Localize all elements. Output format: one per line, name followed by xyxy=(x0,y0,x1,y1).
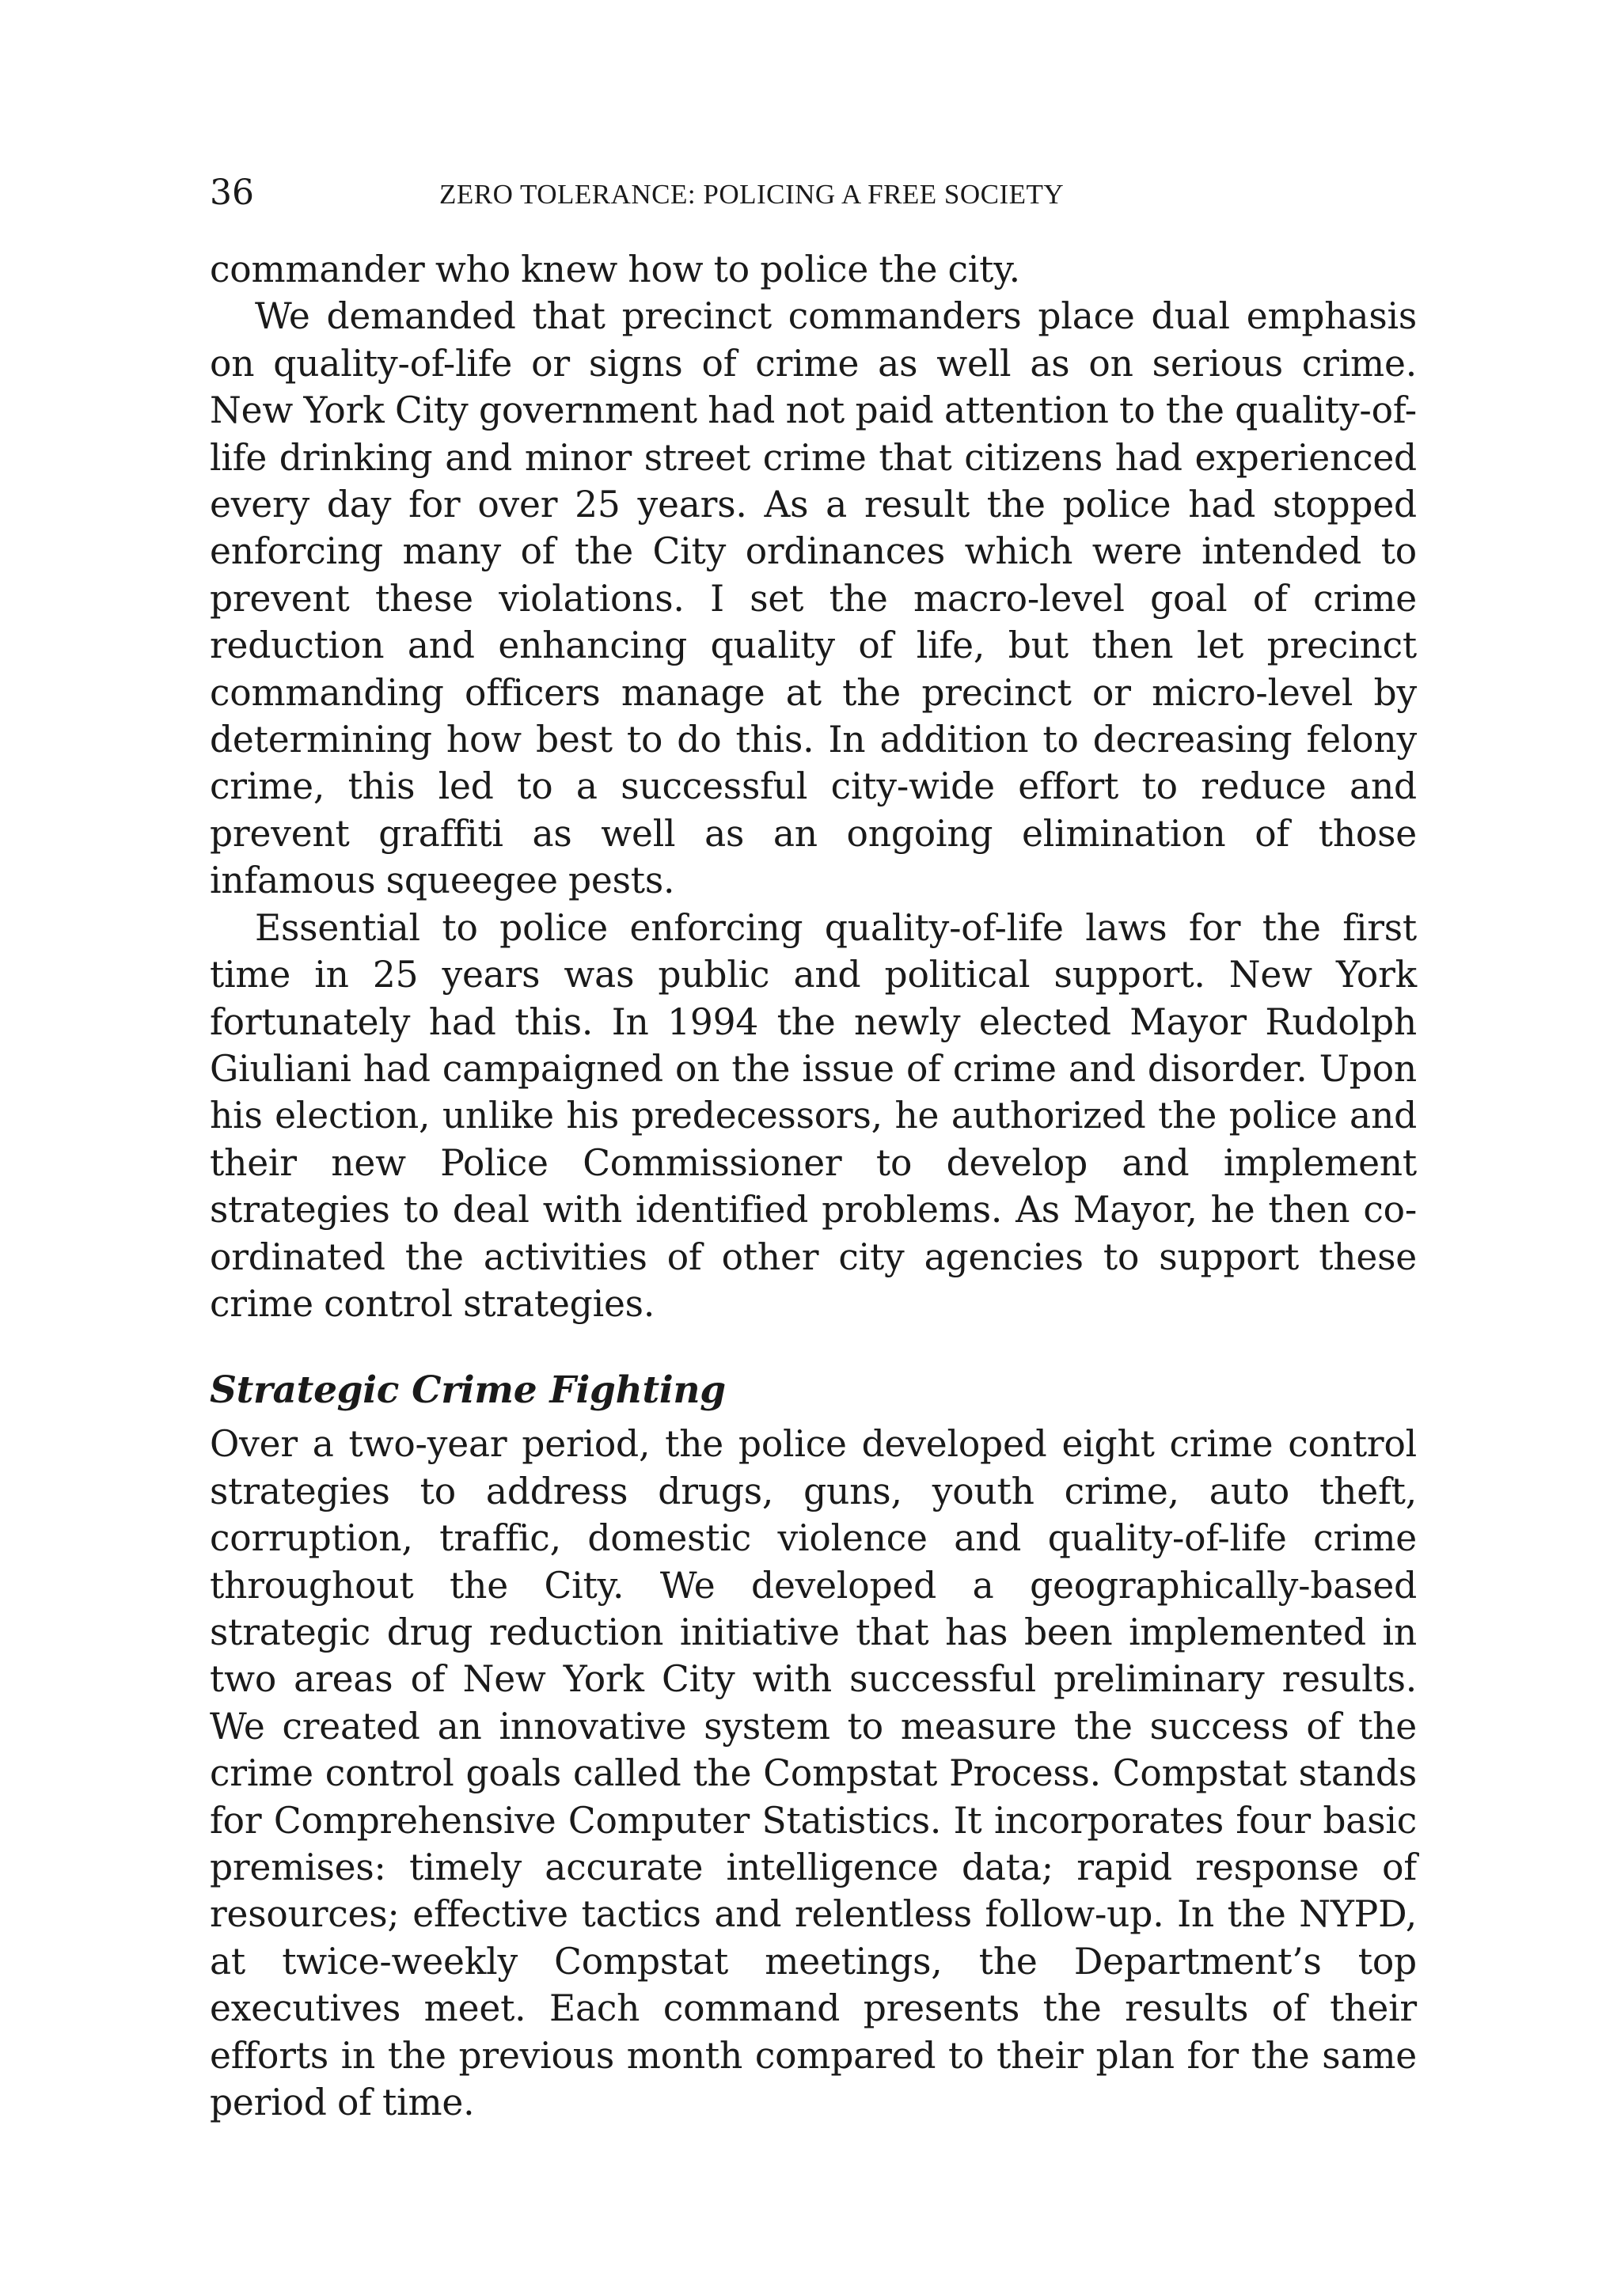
body-text xyxy=(210,246,1417,2126)
paragraph-strategic-crime-fighting: Over a two-year period, the police developed eight crime control strategies to address drugs, guns, youth crime, auto theft, corruption, traffic, domestic violence and quality-of-life crime throughout the City. We developed a geographically-based strategic drug reduction initiative that has been implemented in two areas of New York City with successful preliminary results. We created an innovative system to measure the success of the crime control goals called the Compstat Process. Compstat stands for Comprehensive Computer Statistics. It incorporates four basic premises: timely accurate intelligence data; rapid response of resources; effective tactics and relentless follow-up. In the NYPD, at twice-weekly Compstat meetings, the Department’s top executives meet. Each command presents the results of their efforts in the previous month compared to their plan for the same period of time. xyxy=(210,1423,1417,2124)
section-heading: Strategic Crime Fighting xyxy=(210,1368,726,1413)
running-title: ZERO TOLERANCE: POLICING A FREE SOCIETY xyxy=(439,179,1065,210)
page-number: 36 xyxy=(210,173,254,213)
running-head xyxy=(210,169,1417,217)
paragraph-quality-of-life: We demanded that precinct commanders place dual emphasis on quality-of-life or signs of crime as well as on serious crime. New York City government had not paid attention to the quality-of-life drinking and minor street crime that citizens had experienced every day for over 25 years. As a result the police had stopped enforcing many of the City ordinances which were intended to prevent these violations. I set the macro-level goal of crime reduction and enhancing quality of life, but then let precinct commanding officers manage at the precinct or micro-level by determining how best to do this. In addition to decreasing felony crime, this led to a successful city-wide effort to reduce and prevent graffiti as well as an ongoing elimination of those infamous squeegee pests. xyxy=(210,295,1417,902)
paragraph-continuation: commander who knew how to police the city. xyxy=(210,249,1020,290)
paragraph-political-support: Essential to police enforcing quality-of-life laws for the first time in 25 years was public and political support. New York fortunately had this. In 1994 the newly elected Mayor Rudolph Giuliani had campaigned on the issue of crime and disorder. Upon his election, unlike his predecessors, he authorized the police and their new Police Commissioner to develop and implement strategies to deal with identified problems. As Mayor, he then co-ordinated the activities of other city agencies to support these crime control strategies. xyxy=(210,906,1417,1325)
